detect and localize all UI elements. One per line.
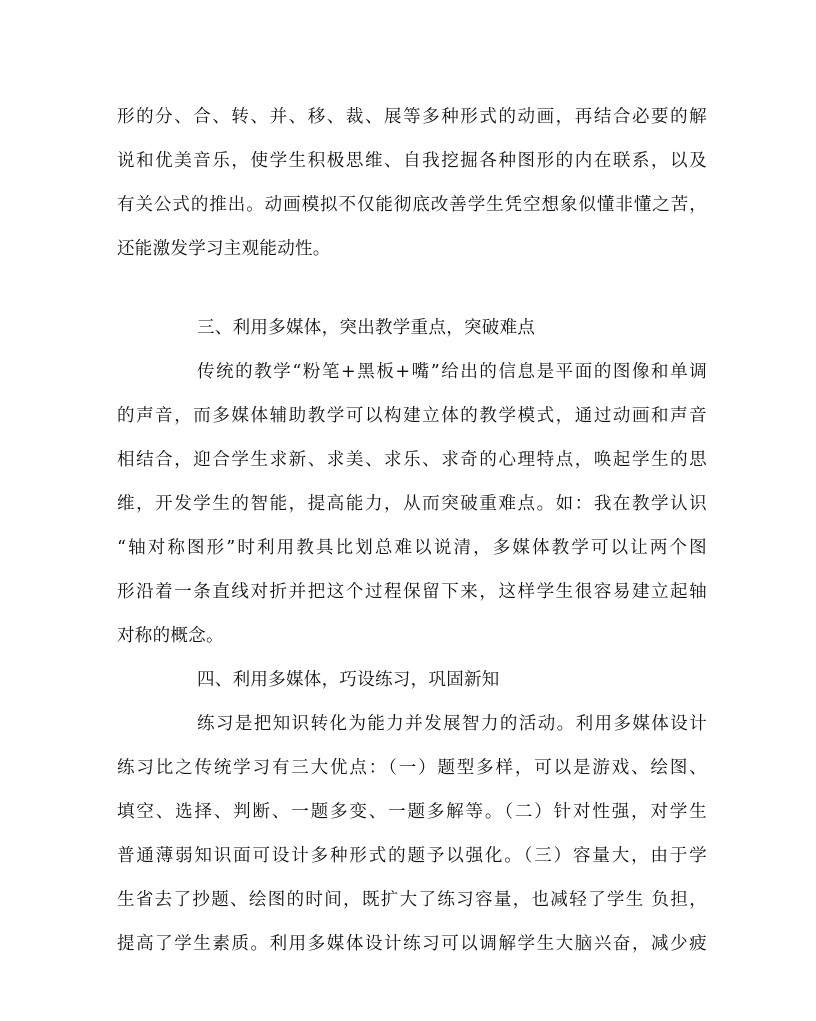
paragraph-2-line-6: 形沿着一条直线对折并把这个过程保留下来，这样学生很容易建立起轴 [117, 582, 707, 602]
paragraph-3-line-3: 填空、选择、判断、一题多变、一题多解等。（二）针对性强，对学生 [117, 802, 707, 822]
paragraph-2-line-5: “轴对称图形”时利用教具比划总难以说清，多媒体教学可以让两个图 [117, 538, 707, 558]
paragraph-3-line-4: 普通薄弱知识面可设计多种形式的题予以强化。（三）容量大，由于学 [117, 846, 707, 866]
paragraph-2-line-1: 传统的教学“粉笔+黑板+嘴”给出的信息是平面的图像和单调 [197, 362, 707, 382]
section-heading-3: 三、利用多媒体，突出教学重点，突破难点 [197, 318, 536, 338]
paragraph-1-line-1: 形的分、合、转、并、移、裁、展等多种形式的动画，再结合必要的解 [117, 107, 707, 127]
section-heading-4: 四、利用多媒体，巧设练习，巩固新知 [197, 670, 500, 690]
paragraph-2-line-4: 维，开发学生的智能，提高能力，从而突破重难点。如：我在教学认识 [117, 494, 707, 514]
paragraph-1-line-3: 有关公式的推出。动画模拟不仅能彻底改善学生凭空想象似懂非懂之苦， [117, 195, 707, 215]
paragraph-1-line-2: 说和优美音乐，使学生积极思维、自我挖掘各种图形的内在联系，以及 [117, 151, 707, 171]
paragraph-3-line-6: 提高了学生素质。利用多媒体设计练习可以调解学生大脑兴奋，减少疲 [117, 934, 707, 954]
paragraph-2-line-2: 的声音，而多媒体辅助教学可以构建立体的教学模式，通过动画和声音 [117, 406, 707, 426]
paragraph-1-line-4: 还能激发学习主观能动性。 [117, 239, 331, 259]
paragraph-2-line-3: 相结合，迎合学生求新、求美、求乐、求奇的心理特点，唤起学生的思 [117, 450, 707, 470]
paragraph-3-line-5: 生省去了抄题、绘图的时间，既扩大了练习容量，也减轻了学生 负担， [117, 890, 707, 910]
paragraph-3-line-1: 练习是把知识转化为能力并发展智力的活动。利用多媒体设计 [197, 714, 707, 734]
paragraph-2-line-7: 对称的概念。 [117, 626, 224, 646]
paragraph-3-line-2: 练习比之传统学习有三大优点：（一）题型多样，可以是游戏、绘图、 [117, 758, 707, 778]
